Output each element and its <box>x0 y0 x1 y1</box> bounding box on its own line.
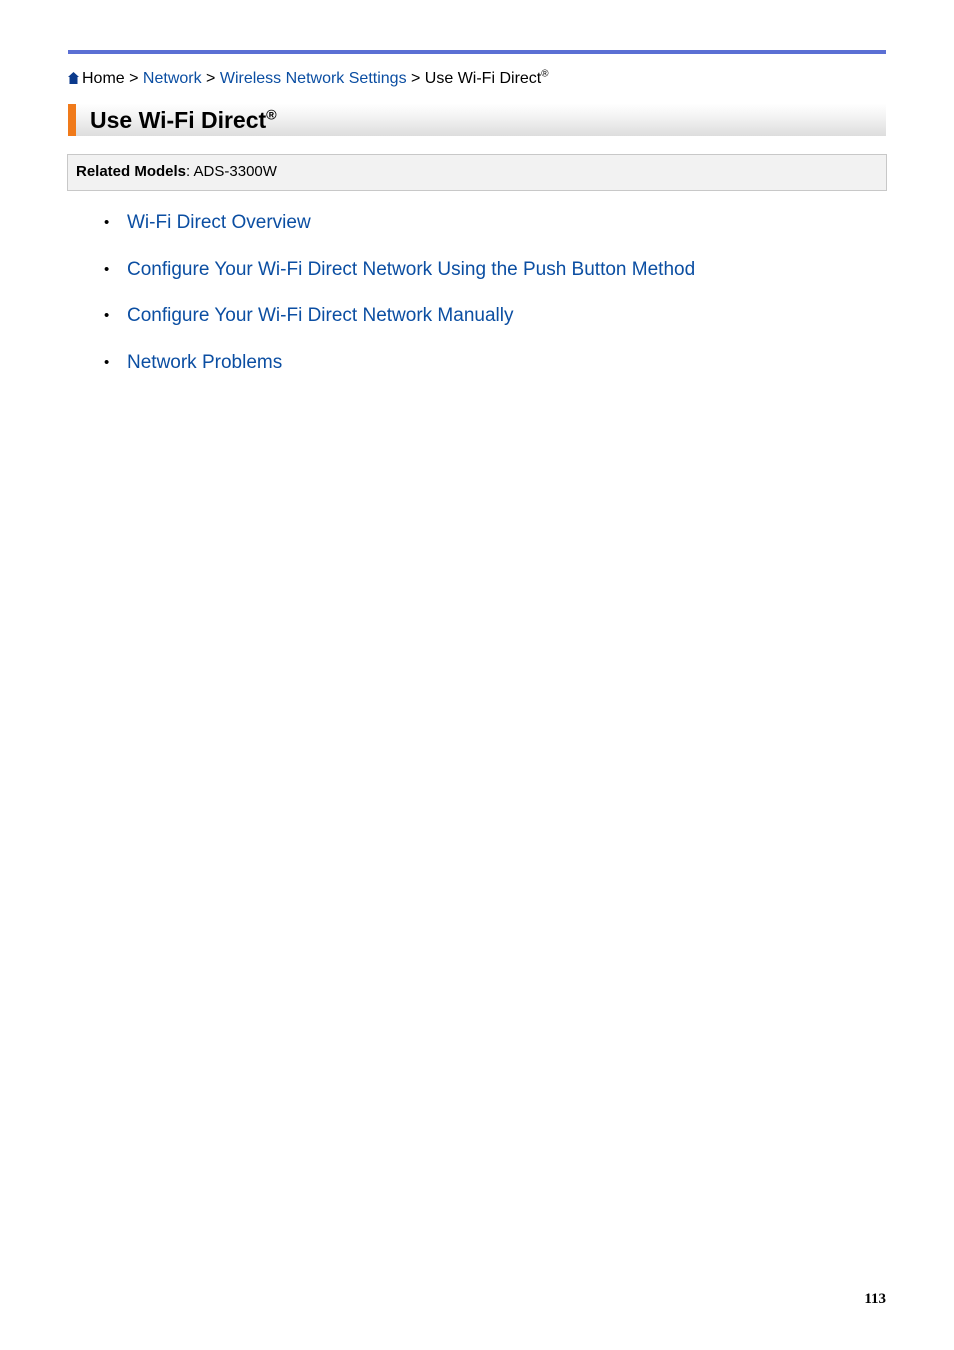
related-models <box>76 163 277 181</box>
breadcrumb-home[interactable]: Home <box>82 70 125 87</box>
related-models-box <box>67 154 887 191</box>
bullet-icon: • <box>104 353 110 371</box>
top-rule <box>68 50 886 54</box>
page-number: 113 <box>864 1291 886 1307</box>
bullet-icon: • <box>104 214 110 231</box>
title-accent-bar <box>68 104 76 136</box>
page-title <box>90 105 277 135</box>
related-models-label: Related Models <box>76 163 187 180</box>
bullet-icon: • <box>104 260 110 278</box>
registered-mark: ® <box>541 68 549 80</box>
breadcrumb-separator: > <box>124 70 143 87</box>
registered-mark: ® <box>266 107 277 124</box>
home-icon[interactable] <box>68 72 79 84</box>
link-wifi-direct-overview[interactable]: Wi-Fi Direct Overview <box>127 212 311 233</box>
related-models-separator: : <box>186 163 194 180</box>
breadcrumb-separator: > <box>406 70 425 87</box>
page-title-text: Use Wi-Fi Direct <box>90 107 267 133</box>
bullet-icon: • <box>104 307 110 324</box>
related-models-value: ADS-3300W <box>193 163 277 180</box>
breadcrumb-separator: > <box>201 70 220 87</box>
breadcrumb-link-network[interactable]: Network <box>142 70 202 87</box>
breadcrumb <box>68 68 549 90</box>
title-bar <box>68 104 886 136</box>
link-configure-push-button[interactable]: Configure Your Wi-Fi Direct Network Using the Push Button Method <box>127 258 696 280</box>
breadcrumb-link-wireless-network-settings[interactable]: Wireless Network Settings <box>219 70 407 87</box>
link-network-problems[interactable]: Network Problems <box>127 351 283 373</box>
breadcrumb-current: Use Wi-Fi Direct <box>424 70 542 87</box>
link-configure-manually[interactable]: Configure Your Wi-Fi Direct Network Manually <box>127 305 514 326</box>
